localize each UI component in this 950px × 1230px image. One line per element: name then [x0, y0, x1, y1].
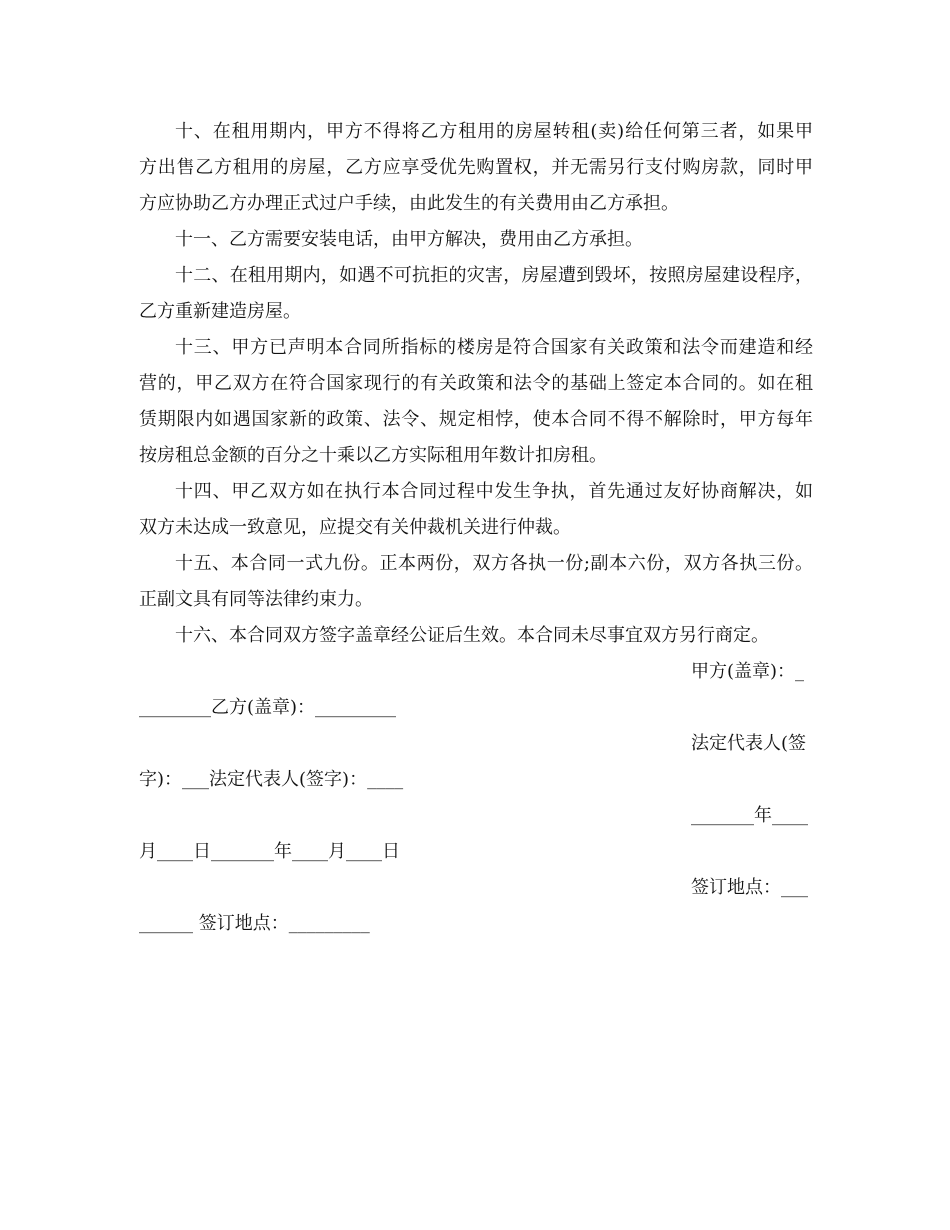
- date-line: 月____日_______年____月____日: [139, 841, 400, 862]
- party-b-seal-line: ________乙方(盖章)：_________: [139, 697, 397, 718]
- date-a-label: _______年____: [691, 805, 808, 826]
- clause-14-line-2: 双方未达成一致意见，应提交有关仲裁机关进行仲裁。: [139, 517, 571, 538]
- legal-rep-a-label: 法定代表人(签: [691, 733, 807, 754]
- clause-11-line-1: 十一、乙方需要安装电话，由甲方解决，费用由乙方承担。: [175, 229, 643, 250]
- clause-10-line-2: 方出售乙方租用的房屋，乙方应享受优先购置权，并无需另行支付购房款，同时甲: [139, 157, 813, 178]
- clause-15-line-2: 正副文具有同等法律约束力。: [139, 589, 373, 610]
- legal-rep-line: 字)：___法定代表人(签字)：____: [139, 769, 404, 790]
- clause-15-line-1: 十五、本合同一式九份。正本两份，双方各执一份;副本六份，双方各执三份。: [175, 553, 813, 574]
- clause-12-line-2: 乙方重新建造房屋。: [139, 301, 301, 322]
- clause-12-line-1: 十二、在租用期内，如遇不可抗拒的灾害，房屋遭到毁坏，按照房屋建设程序，: [175, 265, 813, 286]
- clause-13-line-4: 按房租总金额的百分之十乘以乙方实际租用年数计扣房租。: [139, 445, 607, 466]
- clause-13-line-3: 赁期限内如遇国家新的政策、法令、规定相悖，使本合同不得不解除时，甲方每年: [139, 409, 813, 430]
- clause-13-line-1: 十三、甲方已声明本合同所指标的楼房是符合国家有关政策和法令而建造和经: [175, 337, 813, 358]
- place-line: ______ 签订地点：_________: [139, 913, 370, 934]
- party-a-seal-label: 甲方(盖章)：_: [691, 661, 805, 682]
- clause-10-line-1: 十、在租用期内，甲方不得将乙方租用的房屋转租(卖)给任何第三者，如果甲: [175, 121, 813, 142]
- clause-14-line-1: 十四、甲乙双方如在执行本合同过程中发生争执，首先通过友好协商解决，如: [175, 481, 813, 502]
- clause-16-line-1: 十六、本合同双方签字盖章经公证后生效。本合同未尽事宜双方另行商定。: [175, 625, 769, 646]
- clause-10-line-3: 方应协助乙方办理正式过户手续，由此发生的有关费用由乙方承担。: [139, 193, 679, 214]
- place-a-label: 签订地点：___: [691, 877, 808, 898]
- clause-13-line-2: 营的，甲乙双方在符合国家现行的有关政策和法令的基础上签定本合同的。如在租: [139, 373, 813, 394]
